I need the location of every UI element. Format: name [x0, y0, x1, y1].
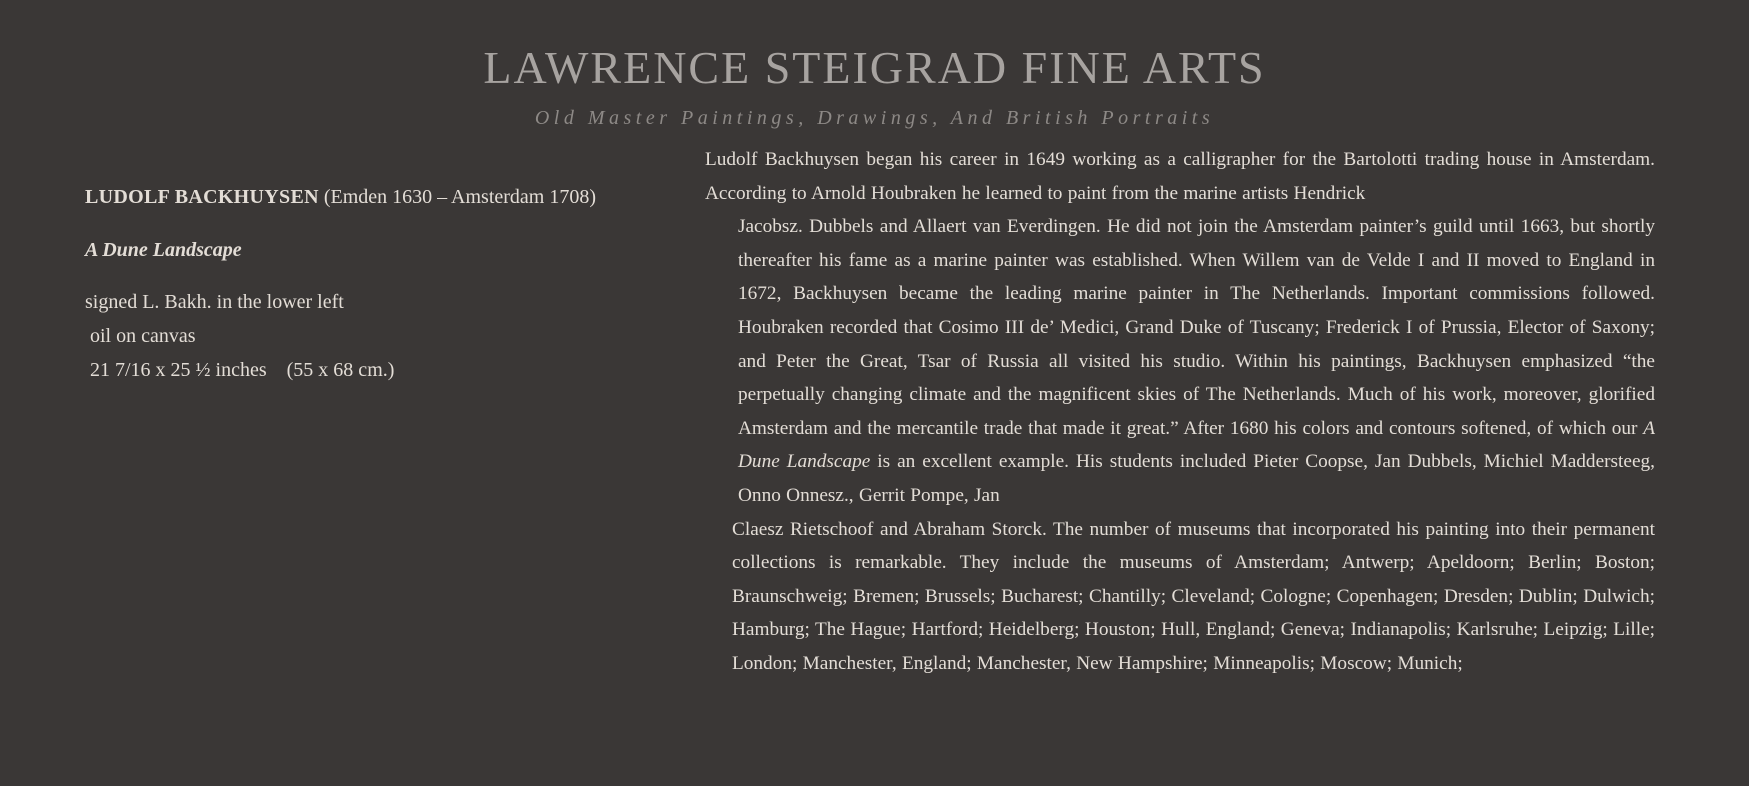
- biography-text-2-wrap: [705, 210, 1655, 512]
- biography-paragraph: [705, 143, 1655, 681]
- artist-name: LUDOLF BACKHUYSEN: [85, 186, 319, 208]
- site-title: LAWRENCE STEIGRAD FINE ARTS: [483, 42, 1266, 93]
- biography-artwork-reference: A Dune Landscape: [738, 417, 1656, 473]
- biography-text-2-end: is an excellent example. His students included Pieter Coopse, Jan Dubbels, Michiel Maddersteeg, Onno Onnesz., Gerrit Pompe, Jan: [738, 451, 1655, 506]
- artwork-title: A Dune Landscape: [85, 239, 242, 261]
- medium-text: oil on canvas: [85, 325, 196, 347]
- artist-biography: [705, 143, 1655, 681]
- artist-dates: (Emden 1630 – Amsterdam 1708): [323, 186, 597, 208]
- biography-text-3-wrap: [705, 513, 1655, 681]
- biography-text-3: Claesz Rietschoof and Abraham Storck. The number of museums that incorporated his painting into their permanent collections is remarkable. They include the museums of Amsterdam; Antwerp; Apeldoorn; Berlin; Boston; Braunschweig; Bremen; Brussels; Bucharest; Chantilly; Cleveland; Cologne; Copenhagen; Dresden; Dublin; Dulwich; Hamburg; The Hague; Hartford; Heidelberg; Houston; Hull, England; Geneva; Indianapolis; Karlsruhe; Leipzig; Lille; London; Manchester, England; Manchester, New Hampshire; Minneapolis; Moscow; Munich;: [732, 518, 1655, 674]
- artwork-details-panel: [85, 181, 685, 387]
- biography-text-2: Jacobsz. Dubbels and Allaert van Everdingen. He did not join the Amsterdam painter’s guild until 1663, but shortly thereafter his fame as a marine painter was established. When Willem van de Velde I and II moved to England in 1672, Backhuysen became the leading marine painter in The Netherlands. Important commissions followed. Houbraken recorded that Cosimo III de’ Medici, Grand Duke of Tuscany; Frederick I of Prussia, Elector of Saxony; and Peter the Great, Tsar of Russia all visited his studio. Within his paintings, Backhuysen emphasized “the perpetually changing climate and the magnificent skies of The Netherlands. Much of his work, moreover, glorified Amsterdam and the mercantile trade that made it great.” After 1680 his colors and contours softened, of which our: [738, 216, 1655, 439]
- site-tagline: Old Master Paintings, Drawings, And British Portraits: [534, 107, 1215, 129]
- artist-line: [85, 181, 685, 213]
- biography-text-1: Ludolf Backhuysen began his career in 1649 working as a calligrapher for the Bartolotti trading house in Amsterdam. According to Arnold Houbraken he learned to paint from the marine artists Hendrick: [705, 149, 1655, 204]
- dimensions-text: 21 7/16 x 25 ½ inches (55 x 68 cm.): [85, 359, 395, 381]
- inscription-text: signed L. Bakh. in the lower left: [85, 291, 344, 313]
- artwork-specs: [85, 285, 685, 387]
